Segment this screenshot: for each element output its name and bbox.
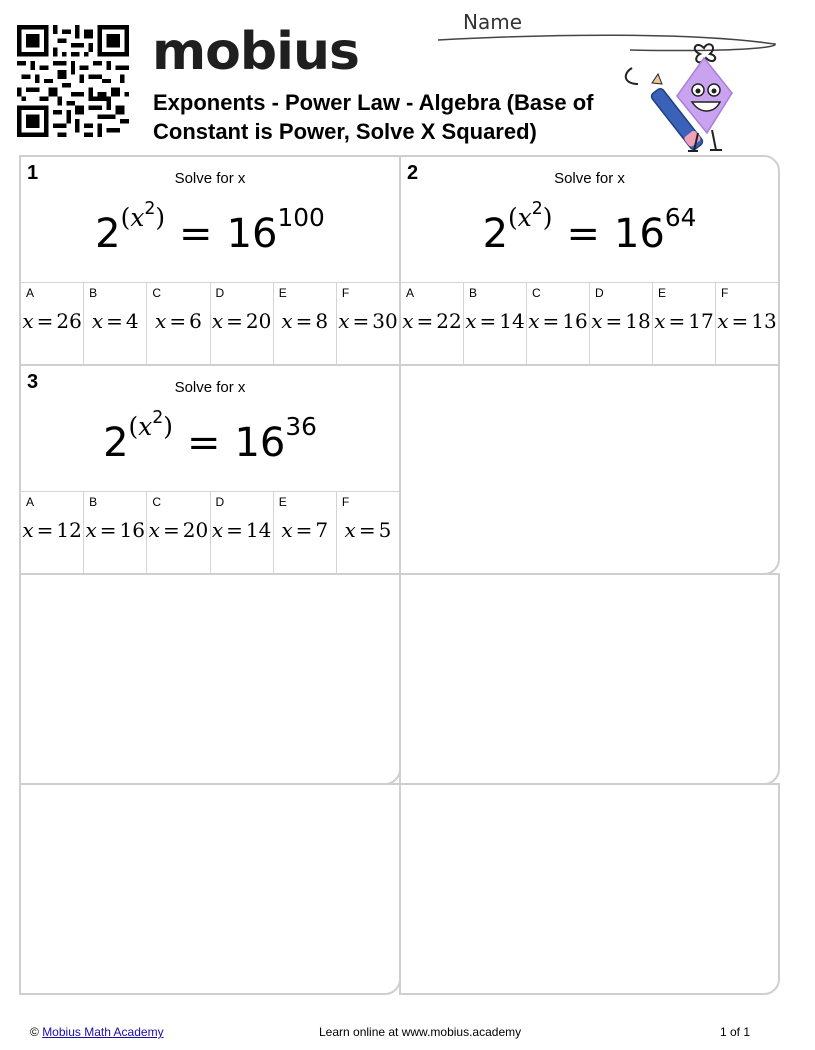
answer-var: x bbox=[91, 309, 104, 333]
question-instruction: Solve for x bbox=[554, 170, 625, 187]
answer-var: x bbox=[148, 518, 160, 542]
eq-rhs-base: 16 bbox=[234, 420, 286, 467]
answer-option-f[interactable] bbox=[716, 283, 778, 365]
answer-label: F bbox=[341, 286, 350, 300]
question-number: 2 bbox=[407, 162, 419, 184]
answer-number: 16 bbox=[119, 518, 145, 542]
answer-equals: = bbox=[295, 518, 313, 542]
answer-label: B bbox=[469, 286, 478, 300]
pencil-mascot-icon bbox=[612, 38, 752, 156]
empty-cell bbox=[399, 783, 780, 995]
eq-base: 2 bbox=[95, 211, 121, 258]
answer-option-c[interactable] bbox=[147, 492, 210, 574]
eq-rhs-exp: 36 bbox=[285, 412, 317, 442]
answer-equals: = bbox=[295, 309, 313, 333]
mobius-academy-link[interactable]: Mobius Math Academy bbox=[42, 1025, 164, 1039]
eq-equals: = bbox=[566, 211, 600, 258]
answer-label: C bbox=[152, 286, 162, 300]
answer-equals: = bbox=[36, 518, 54, 542]
question-equation: $2^{(x^2)} = 16^{100}$ bbox=[95, 199, 325, 258]
logo-text: mobius bbox=[152, 22, 359, 82]
answer-equals: = bbox=[226, 518, 243, 542]
eq-rhs-exp: 100 bbox=[277, 203, 325, 233]
answer-option-a[interactable] bbox=[21, 492, 84, 574]
question-instruction: Solve for x bbox=[174, 170, 246, 187]
answer-equals: = bbox=[106, 309, 123, 333]
answer-option-b[interactable] bbox=[464, 283, 527, 365]
answer-var: x bbox=[591, 309, 603, 333]
answer-label: F bbox=[341, 495, 350, 509]
answer-value bbox=[147, 309, 209, 334]
answer-option-b[interactable] bbox=[84, 283, 147, 365]
answer-number: 26 bbox=[56, 309, 82, 333]
eq-var: x bbox=[138, 412, 153, 442]
answer-number: 14 bbox=[245, 518, 272, 542]
answer-option-f[interactable] bbox=[337, 283, 399, 365]
answer-value bbox=[21, 518, 83, 543]
answer-option-e[interactable] bbox=[274, 283, 337, 365]
answer-var: x bbox=[402, 309, 414, 333]
answer-value bbox=[84, 309, 146, 334]
answer-number: 4 bbox=[125, 309, 139, 333]
eq-var-exp: 2 bbox=[144, 199, 156, 219]
answer-value bbox=[274, 518, 336, 543]
eq-rhs-base: 16 bbox=[613, 211, 665, 258]
eq-var: x bbox=[130, 203, 145, 233]
eq-var-exp: 2 bbox=[531, 199, 543, 219]
answer-number: 17 bbox=[688, 309, 714, 333]
answer-number: 8 bbox=[315, 309, 329, 333]
answer-options bbox=[401, 282, 778, 365]
answer-var: x bbox=[85, 518, 97, 542]
question-cell-3 bbox=[19, 364, 401, 575]
answer-number: 5 bbox=[378, 518, 392, 542]
answer-value bbox=[84, 518, 146, 543]
answer-label: E bbox=[658, 286, 667, 300]
answer-value bbox=[716, 309, 778, 334]
answer-option-c[interactable] bbox=[527, 283, 590, 365]
answer-option-e[interactable] bbox=[274, 492, 337, 574]
eq-var-exp: 2 bbox=[152, 408, 164, 428]
answer-equals: = bbox=[352, 309, 370, 333]
answer-equals: = bbox=[479, 309, 497, 333]
answer-var: x bbox=[155, 309, 167, 333]
answer-options bbox=[21, 282, 399, 365]
footer-page-number: 1 of 1 bbox=[720, 1025, 751, 1039]
answer-number: 13 bbox=[751, 309, 777, 333]
eq-base: 2 bbox=[103, 420, 129, 467]
answer-var: x bbox=[528, 309, 540, 333]
answer-label: C bbox=[532, 286, 541, 300]
answer-option-d[interactable] bbox=[211, 283, 274, 365]
answer-option-f[interactable] bbox=[337, 492, 399, 574]
answer-number: 30 bbox=[372, 309, 398, 333]
empty-cell bbox=[399, 364, 780, 575]
answer-label: E bbox=[278, 495, 287, 509]
question-equation: $2^{(x^2)} = 16^{64}$ bbox=[482, 199, 697, 258]
footer-center: Learn online at www.mobius.academy bbox=[319, 1025, 522, 1039]
answer-label: A bbox=[26, 286, 35, 300]
answer-equals: = bbox=[542, 309, 560, 333]
question-number: 1 bbox=[27, 162, 39, 184]
answer-label: D bbox=[595, 286, 604, 300]
answer-equals: = bbox=[668, 309, 686, 333]
answer-equals: = bbox=[226, 309, 243, 333]
answer-value bbox=[401, 309, 463, 334]
answer-label: E bbox=[278, 286, 287, 300]
empty-cell bbox=[19, 783, 401, 995]
answer-option-a[interactable] bbox=[401, 283, 464, 365]
answer-equals: = bbox=[162, 518, 180, 542]
answer-label: A bbox=[26, 495, 35, 509]
answer-value bbox=[337, 518, 399, 543]
answer-var: x bbox=[22, 518, 34, 542]
answer-var: x bbox=[717, 309, 729, 333]
eq-rhs-exp: 64 bbox=[664, 203, 697, 233]
answer-option-d[interactable] bbox=[590, 283, 653, 365]
answer-label: B bbox=[89, 286, 98, 300]
answer-value bbox=[464, 309, 526, 334]
answer-label: D bbox=[215, 286, 225, 300]
answer-option-d[interactable] bbox=[211, 492, 274, 574]
answer-value bbox=[21, 309, 83, 334]
answer-value bbox=[527, 309, 589, 334]
answer-var: x bbox=[211, 309, 224, 333]
answer-label: C bbox=[152, 495, 162, 509]
answer-value bbox=[211, 518, 273, 543]
answer-option-c[interactable] bbox=[147, 283, 210, 365]
answer-equals: = bbox=[416, 309, 434, 333]
answer-equals: = bbox=[99, 518, 117, 542]
answer-number: 6 bbox=[189, 309, 202, 333]
answer-value bbox=[274, 309, 336, 334]
answer-number: 20 bbox=[182, 518, 209, 542]
question-cell-1 bbox=[19, 155, 401, 366]
answer-label: B bbox=[89, 495, 98, 509]
question-cell-2 bbox=[399, 155, 780, 366]
answer-number: 16 bbox=[562, 309, 588, 333]
answer-number: 7 bbox=[315, 518, 329, 542]
eq-equals: = bbox=[186, 420, 221, 467]
worksheet-title: Exponents - Power Law - Algebra (Base of Constant is Power, Solve X Squared) bbox=[153, 90, 594, 144]
eq-rhs-base: 16 bbox=[226, 211, 278, 258]
answer-label: D bbox=[215, 495, 225, 509]
copyright-symbol: © bbox=[30, 1025, 39, 1039]
eq-equals: = bbox=[179, 211, 213, 258]
answer-equals: = bbox=[169, 309, 187, 333]
mobius-logo bbox=[152, 22, 359, 82]
answer-equals: = bbox=[358, 518, 376, 542]
answer-equals: = bbox=[731, 309, 749, 333]
footer-copyright bbox=[30, 1025, 164, 1039]
answer-option-b[interactable] bbox=[84, 492, 147, 574]
answer-number: 22 bbox=[436, 309, 462, 333]
answer-number: 12 bbox=[56, 518, 82, 542]
answer-value bbox=[211, 309, 273, 334]
answer-number: 18 bbox=[625, 309, 651, 333]
answer-number: 14 bbox=[499, 309, 525, 333]
answer-option-a[interactable] bbox=[21, 283, 84, 365]
answer-value bbox=[653, 309, 715, 334]
answer-var: x bbox=[22, 309, 34, 333]
answer-var: x bbox=[281, 309, 293, 333]
answer-value bbox=[337, 309, 399, 334]
answer-option-e[interactable] bbox=[653, 283, 716, 365]
empty-cell bbox=[19, 573, 401, 785]
answer-options bbox=[21, 491, 399, 574]
answer-var: x bbox=[211, 518, 224, 542]
question-number: 3 bbox=[27, 371, 39, 393]
answer-var: x bbox=[654, 309, 666, 333]
answer-var: x bbox=[281, 518, 293, 542]
answer-var: x bbox=[338, 309, 350, 333]
eq-base: 2 bbox=[482, 211, 509, 258]
answer-number: 20 bbox=[245, 309, 272, 333]
eq-var: x bbox=[517, 203, 532, 233]
name-label: Name bbox=[463, 10, 523, 34]
answer-value bbox=[147, 518, 209, 543]
answer-var: x bbox=[344, 518, 356, 542]
answer-equals: = bbox=[36, 309, 54, 333]
empty-cell bbox=[399, 573, 780, 785]
answer-label: F bbox=[721, 286, 729, 300]
answer-equals: = bbox=[605, 309, 623, 333]
answer-label: A bbox=[406, 286, 415, 300]
answer-var: x bbox=[465, 309, 477, 333]
question-equation: $2^{(x^2)} = 16^{36}$ bbox=[103, 408, 317, 467]
question-instruction: Solve for x bbox=[174, 379, 246, 396]
answer-value bbox=[590, 309, 652, 334]
qr-code-icon bbox=[17, 25, 129, 137]
